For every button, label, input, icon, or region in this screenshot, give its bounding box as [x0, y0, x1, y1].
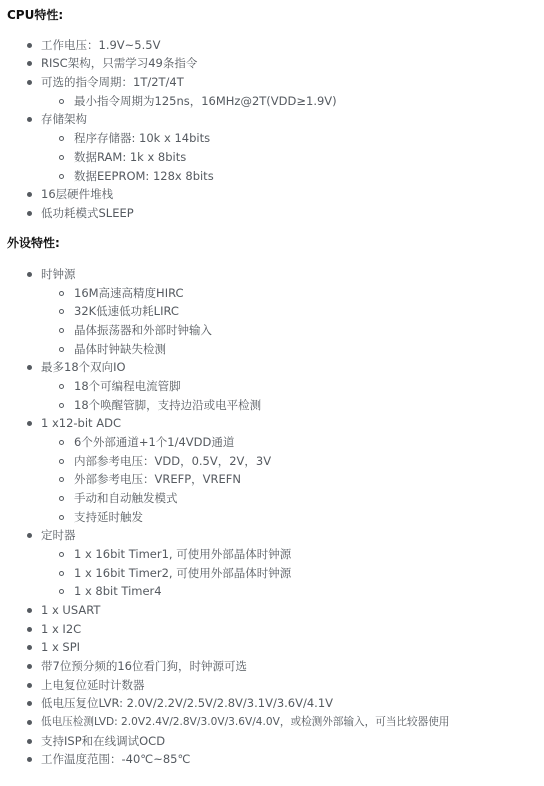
- circle-bullet-icon: [59, 384, 64, 389]
- circle-bullet-icon: [59, 403, 64, 408]
- circle-bullet-icon: [59, 571, 64, 576]
- circle-bullet-icon: [59, 347, 64, 352]
- sub-list-item: 晶体振荡器和外部时钟输入: [74, 322, 212, 338]
- list-item: 低电压复位LVR: 2.0V/2.2V/2.5V/2.8V/3.1V/3.6V/4.1V: [41, 695, 333, 711]
- list-item: 定时器: [41, 527, 76, 543]
- bullet-icon: [27, 43, 32, 48]
- sub-list-item: 数据RAM: 1k x 8bits: [74, 149, 186, 165]
- bullet-icon: [27, 533, 32, 538]
- bullet-icon: [27, 80, 32, 85]
- bullet-icon: [27, 739, 32, 744]
- list-item: 1 x USART: [41, 602, 100, 618]
- bullet-icon: [27, 683, 32, 688]
- list-item: 最多18个双向IO: [41, 359, 126, 375]
- section-heading-cpu: CPU特性:: [7, 8, 64, 22]
- sub-list-item: 6个外部通道+1个1/4VDD通道: [74, 434, 234, 450]
- list-item: 带7位预分频的16位看门狗，时钟源可选: [41, 658, 247, 674]
- bullet-icon: [27, 117, 32, 122]
- sub-list-item: 32K低速低功耗LIRC: [74, 303, 179, 319]
- bullet-icon: [27, 365, 32, 370]
- sub-list-item: 1 x 8bit Timer4: [74, 583, 162, 599]
- circle-bullet-icon: [59, 440, 64, 445]
- bullet-icon: [27, 272, 32, 277]
- list-item: 工作电压：1.9V~5.5V: [41, 37, 160, 53]
- circle-bullet-icon: [59, 309, 64, 314]
- sub-list-item: 支持延时触发: [74, 509, 143, 525]
- sub-list-item: 晶体时钟缺失检测: [74, 341, 166, 357]
- list-item: 可选的指令周期：1T/2T/4T: [41, 74, 184, 90]
- circle-bullet-icon: [59, 515, 64, 520]
- list-item: 1 x12-bit ADC: [41, 415, 121, 431]
- list-item: 16层硬件堆栈: [41, 186, 113, 202]
- sub-list-item: 最小指令周期为125ns，16MHz@2T(VDD≥1.9V): [74, 93, 337, 109]
- bullet-icon: [27, 757, 32, 762]
- list-item: 工作温度范围：-40℃~85℃: [41, 751, 190, 767]
- circle-bullet-icon: [59, 459, 64, 464]
- circle-bullet-icon: [59, 328, 64, 333]
- sub-list-item: 手动和自动触发模式: [74, 490, 178, 506]
- bullet-icon: [27, 701, 32, 706]
- circle-bullet-icon: [59, 99, 64, 104]
- sub-list-item: 1 x 16bit Timer2, 可使用外部晶体时钟源: [74, 565, 291, 581]
- circle-bullet-icon: [59, 477, 64, 482]
- sub-list-item: 内部参考电压：VDD，0.5V，2V，3V: [74, 453, 271, 469]
- sub-list-item: 程序存储器: 10k x 14bits: [74, 130, 210, 146]
- bullet-icon: [27, 720, 32, 725]
- sub-list-item: 18个唤醒管脚，支持边沿或电平检测: [74, 397, 261, 413]
- bullet-icon: [27, 627, 32, 632]
- circle-bullet-icon: [59, 496, 64, 501]
- list-item: 上电复位延时计数器: [41, 677, 145, 693]
- section-heading-peripheral: 外设特性:: [7, 236, 60, 250]
- circle-bullet-icon: [59, 155, 64, 160]
- bullet-icon: [27, 211, 32, 216]
- circle-bullet-icon: [59, 136, 64, 141]
- list-item: 时钟源: [41, 266, 76, 282]
- sub-list-item: 数据EEPROM: 128x 8bits: [74, 168, 214, 184]
- list-item: 1 x I2C: [41, 621, 81, 637]
- sub-list-item: 18个可编程电流管脚: [74, 378, 181, 394]
- list-item: 低电压检测LVD: 2.0V2.4V/2.8V/3.0V/3.6V/4.0V，或检测外部输入，可当比较器使用: [41, 714, 449, 730]
- circle-bullet-icon: [59, 291, 64, 296]
- list-item: 1 x SPI: [41, 639, 80, 655]
- bullet-icon: [27, 664, 32, 669]
- bullet-icon: [27, 61, 32, 66]
- sub-list-item: 1 x 16bit Timer1, 可使用外部晶体时钟源: [74, 546, 291, 562]
- bullet-icon: [27, 421, 32, 426]
- bullet-icon: [27, 192, 32, 197]
- circle-bullet-icon: [59, 552, 64, 557]
- bullet-icon: [27, 608, 32, 613]
- sub-list-item: 外部参考电压：VREFP，VREFN: [74, 471, 241, 487]
- list-item: 低功耗模式SLEEP: [41, 205, 134, 221]
- bullet-icon: [27, 645, 32, 650]
- list-item: RISC架构，只需学习49条指令: [41, 55, 197, 71]
- circle-bullet-icon: [59, 174, 64, 179]
- sub-list-item: 16M高速高精度HIRC: [74, 285, 184, 301]
- circle-bullet-icon: [59, 589, 64, 594]
- list-item: 支持ISP和在线调试OCD: [41, 733, 165, 749]
- list-item: 存储架构: [41, 111, 87, 127]
